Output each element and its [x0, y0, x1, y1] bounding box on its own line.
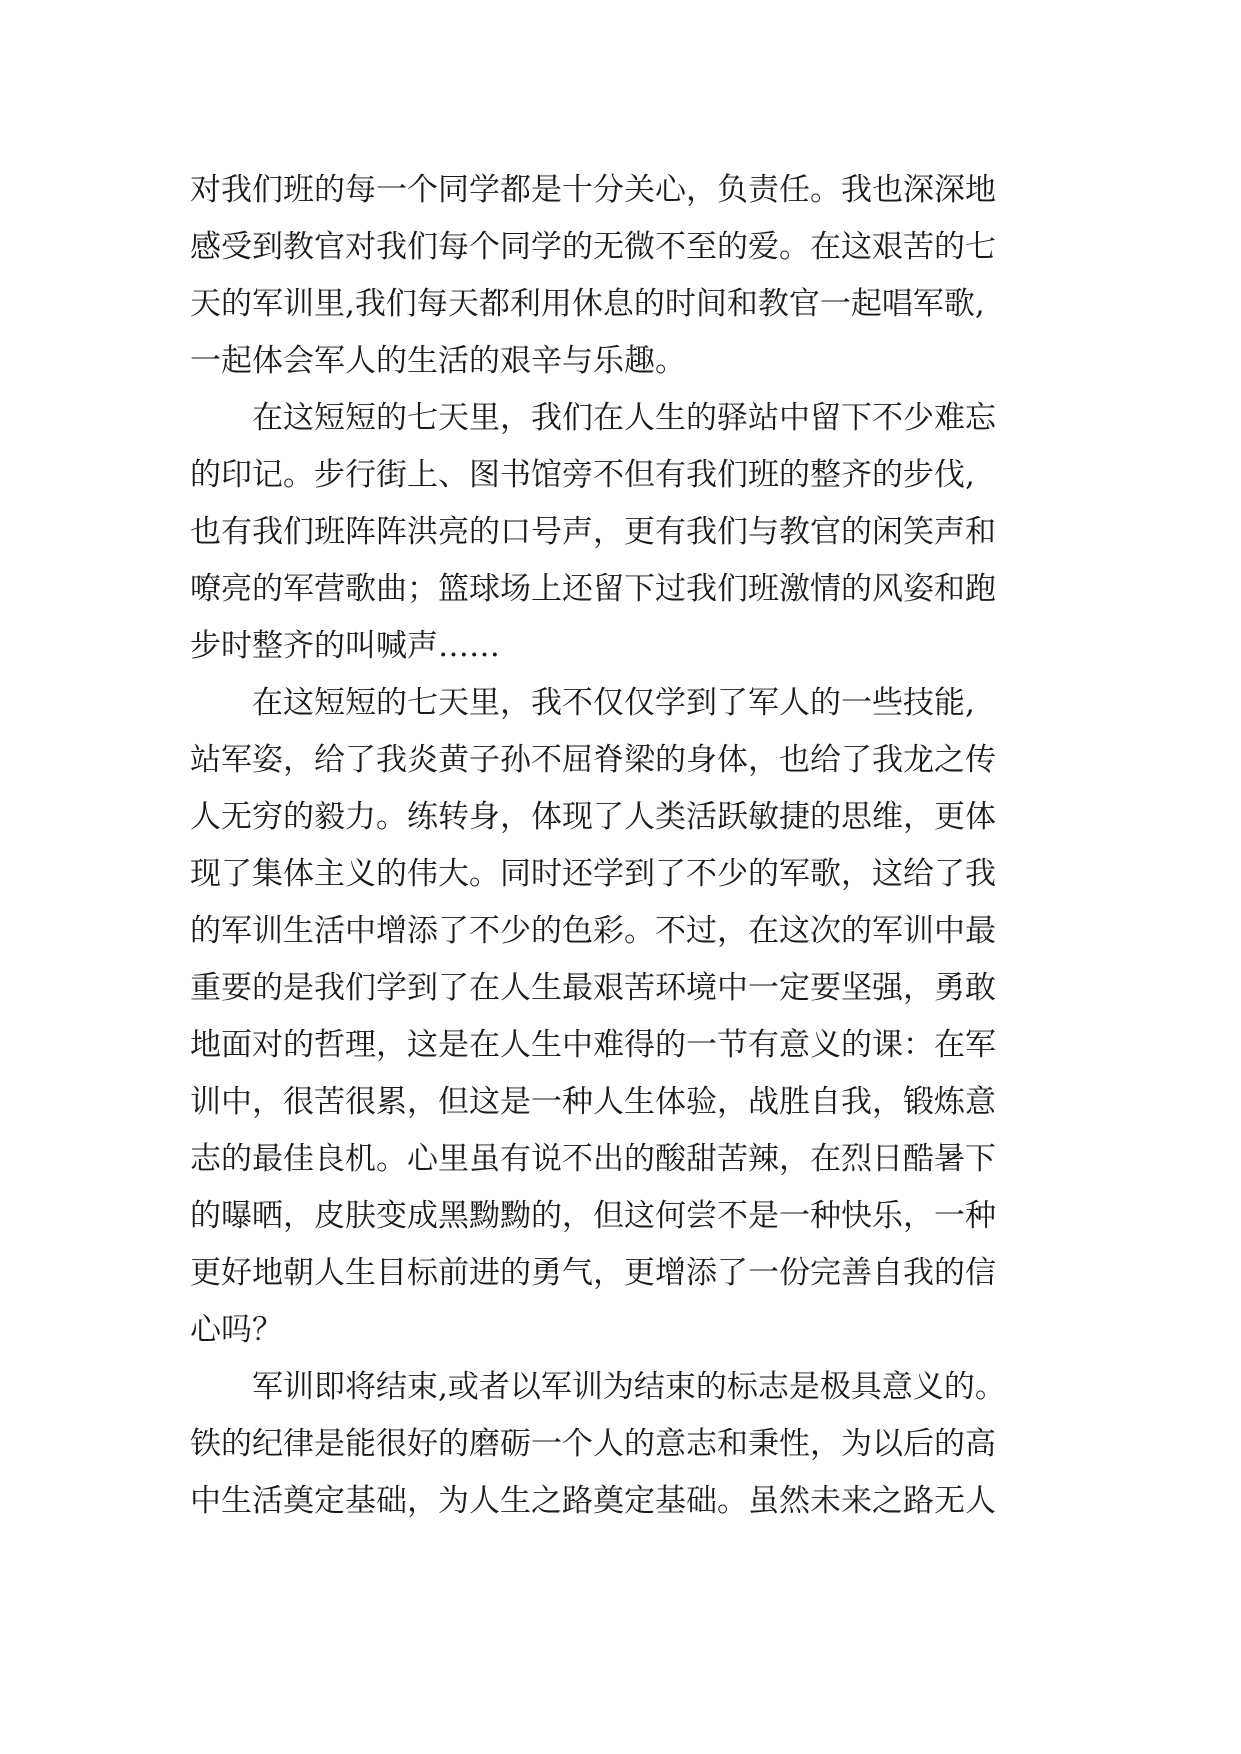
text-line: 志的最佳良机。心里虽有说不出的酸甜苦辣，在烈日酷暑下: [190, 1141, 996, 1177]
text-line: 的印记。步行街上、图书馆旁不但有我们班的整齐的步伐,: [190, 457, 975, 493]
body-text: [190, 162, 1070, 1530]
text-line: 的曝晒，皮肤变成黑黝黝的，但这何尝不是一种快乐，一种: [190, 1198, 996, 1234]
text-line: 感受到教官对我们每个同学的无微不至的爱。在这艰苦的七: [190, 229, 996, 265]
text-line: 更好地朝人生目标前进的勇气，更增添了一份完善自我的信: [190, 1255, 996, 1291]
text-line: 对我们班的每一个同学都是十分关心，负责任。我也深深地: [190, 172, 996, 208]
text-line: 天的军训里,我们每天都利用休息的时间和教官一起唱军歌,: [190, 286, 985, 322]
text-line: 的军训生活中增添了不少的色彩。不过，在这次的军训中最: [190, 913, 996, 949]
text-line: 重要的是我们学到了在人生最艰苦环境中一定要坚强，勇敢: [190, 970, 996, 1006]
text-line: 地面对的哲理，这是在人生中难得的一节有意义的课：在军: [190, 1027, 996, 1063]
text-line: 现了集体主义的伟大。同时还学到了不少的军歌，这给了我: [190, 856, 996, 892]
text-line: 训中，很苦很累，但这是一种人生体验，战胜自我，锻炼意: [190, 1084, 996, 1120]
text-line: 中生活奠定基础，为人生之路奠定基础。虽然未来之路无人: [190, 1483, 996, 1519]
text-line: 嘹亮的军营歌曲；篮球场上还留下过我们班激情的风姿和跑: [190, 571, 996, 607]
text-line: 在这短短的七天里，我不仅仅学到了军人的一些技能,: [252, 685, 975, 721]
text-line: 铁的纪律是能很好的磨砺一个人的意志和秉性，为以后的高: [190, 1426, 996, 1462]
text-line: 心吗？: [190, 1312, 283, 1348]
text-line: 也有我们班阵阵洪亮的口号声，更有我们与教官的闲笑声和: [190, 514, 996, 550]
text-line: 步时整齐的叫喊声……: [190, 628, 500, 664]
text-line: 一起体会军人的生活的艰辛与乐趣。: [190, 343, 686, 379]
text-line: 军训即将结束,或者以军训为结束的标志是极具意义的。: [252, 1369, 1006, 1405]
text-line: 站军姿，给了我炎黄子孙不屈脊梁的身体，也给了我龙之传: [190, 742, 996, 778]
text-line: 在这短短的七天里，我们在人生的驿站中留下不少难忘: [252, 400, 996, 436]
text-line: 人无穷的毅力。练转身，体现了人类活跃敏捷的思维，更体: [190, 799, 996, 835]
